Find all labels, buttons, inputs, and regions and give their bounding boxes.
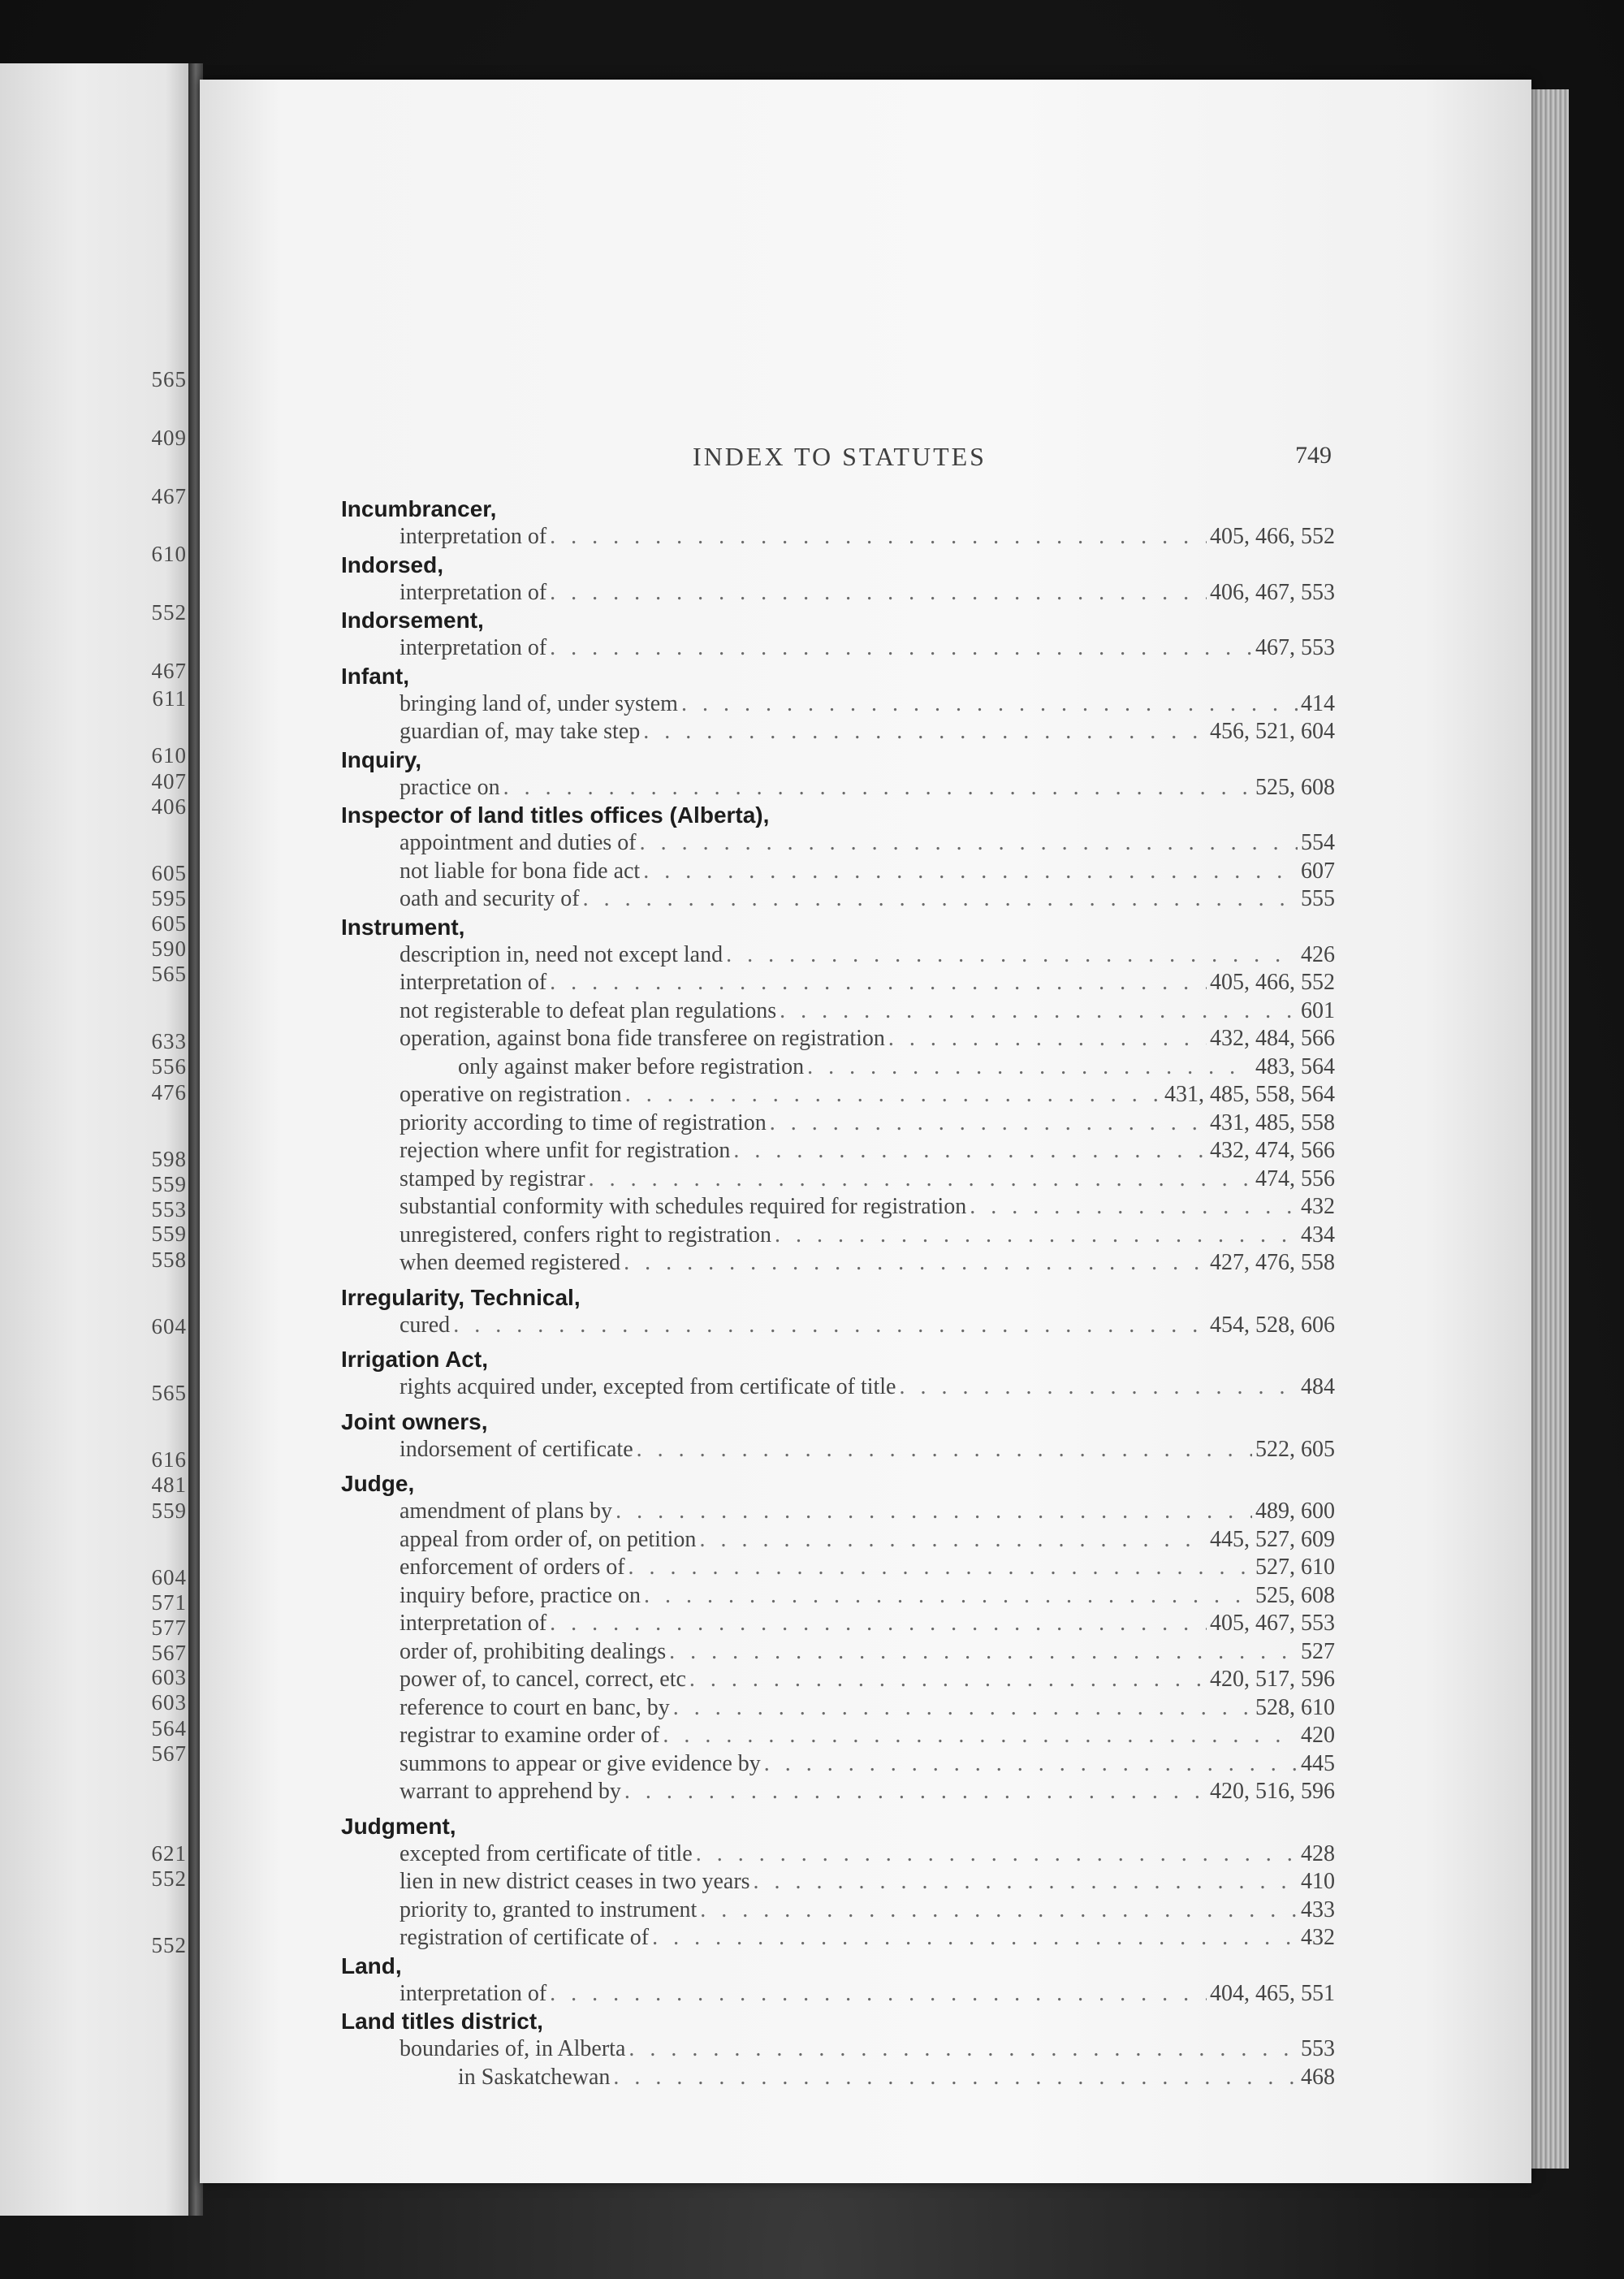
subentry-text: practice on xyxy=(400,774,500,800)
index-heading: Land, xyxy=(341,1953,402,1978)
index-subentry xyxy=(341,1312,1335,1340)
dot-leader xyxy=(754,1868,1298,1896)
page-references: 431, 485, 558, 564 xyxy=(1164,1082,1335,1107)
subentry-text: registration of certificate of xyxy=(400,1925,650,1950)
page-references: 420 xyxy=(1301,1723,1335,1748)
index-heading: Indorsed, xyxy=(341,551,444,577)
index-heading: Irregularity, Technical, xyxy=(341,1284,581,1310)
dot-leader xyxy=(764,1750,1298,1779)
subentry-text: description in, need not except land xyxy=(400,941,723,967)
left-page-number: 603 xyxy=(151,1665,187,1689)
dot-leader xyxy=(550,1610,1207,1638)
dot-leader xyxy=(624,1249,1207,1278)
left-page-number: 610 xyxy=(151,542,187,566)
page-references: 554 xyxy=(1301,830,1335,855)
dot-leader xyxy=(628,1554,1252,1582)
left-page-number: 559 xyxy=(151,1498,187,1523)
dot-leader xyxy=(640,829,1298,858)
page-references: 527 xyxy=(1301,1638,1335,1664)
left-page-number: 552 xyxy=(151,1933,187,1957)
page-references: 484 xyxy=(1301,1374,1335,1399)
index-subentry xyxy=(341,1436,1335,1464)
entry-gap xyxy=(341,1806,1335,1813)
left-page-number: 611 xyxy=(152,686,187,711)
index-heading: Judgment, xyxy=(341,1813,456,1839)
dot-leader xyxy=(770,1109,1207,1138)
left-page-number: 559 xyxy=(151,1172,187,1196)
subentry-text: boundaries of, in Alberta xyxy=(400,2036,626,2061)
page-references: 420, 516, 596 xyxy=(1210,1779,1335,1804)
page-references: 432, 484, 566 xyxy=(1210,1026,1335,1051)
dot-leader xyxy=(775,1222,1298,1250)
subentry-text: priority according to time of registration xyxy=(400,1109,767,1135)
index-heading: Instrument, xyxy=(341,914,465,940)
dot-leader xyxy=(700,1896,1298,1925)
left-page-number: 603 xyxy=(151,1690,187,1715)
page-references: 406, 467, 553 xyxy=(1210,579,1335,605)
index-heading: Infant, xyxy=(341,663,409,689)
index-subentry xyxy=(341,1924,1335,1953)
left-page-number: 604 xyxy=(151,1565,187,1589)
index-subentry xyxy=(341,634,1335,663)
left-page-number: 552 xyxy=(151,1866,187,1891)
index-subentry xyxy=(341,1222,1335,1250)
index-subentry xyxy=(341,1137,1335,1165)
left-page-number: 610 xyxy=(151,743,187,768)
dot-leader xyxy=(589,1165,1252,1194)
index-subentry xyxy=(341,1249,1335,1278)
dot-leader xyxy=(583,885,1298,914)
dot-leader xyxy=(625,1081,1161,1109)
index-subentry xyxy=(341,1694,1335,1723)
page-references: 553 xyxy=(1301,2036,1335,2061)
index-subentry xyxy=(341,1666,1335,1694)
subentry-text: substantial conformity with schedules required for registration xyxy=(400,1194,967,1219)
index-subentry xyxy=(341,1193,1335,1222)
left-page-edge xyxy=(0,63,195,2216)
index-subentry xyxy=(341,1610,1335,1638)
page-references: 405, 466, 552 xyxy=(1210,970,1335,995)
index-subentry xyxy=(341,1840,1335,1869)
page-references: 555 xyxy=(1301,886,1335,911)
page-references: 607 xyxy=(1301,858,1335,884)
page-references: 405, 467, 553 xyxy=(1210,1611,1335,1636)
left-page-number: 467 xyxy=(151,484,187,508)
dot-leader xyxy=(637,1436,1252,1464)
index-subentry xyxy=(341,1750,1335,1779)
page-references: 420, 517, 596 xyxy=(1210,1667,1335,1692)
dot-leader xyxy=(696,1840,1298,1869)
page-references: 522, 605 xyxy=(1255,1436,1335,1462)
subentry-text: warrant to apprehend by xyxy=(400,1779,621,1804)
left-page-number: 571 xyxy=(151,1590,187,1615)
left-page-number: 633 xyxy=(151,1029,187,1053)
index-subentry xyxy=(341,1053,1335,1082)
index-subentry xyxy=(341,2064,1335,2092)
dot-leader xyxy=(726,941,1298,970)
page-references: 454, 528, 606 xyxy=(1210,1312,1335,1338)
index-subentry xyxy=(341,1554,1335,1582)
index-subentry xyxy=(341,1582,1335,1611)
subentry-text: reference to court en banc, by xyxy=(400,1694,670,1720)
page-references: 405, 466, 552 xyxy=(1210,524,1335,549)
left-page-number: 595 xyxy=(151,886,187,910)
left-page-number: 559 xyxy=(151,1222,187,1246)
subentry-text: operative on registration xyxy=(400,1082,622,1107)
index-subentry xyxy=(341,885,1335,914)
page-header xyxy=(200,442,1531,474)
subentry-text: appeal from order of, on petition xyxy=(400,1526,697,1552)
index-heading: Indorsement, xyxy=(341,608,484,633)
dot-leader xyxy=(673,1694,1252,1723)
page-references: 489, 600 xyxy=(1255,1498,1335,1524)
index-subentry xyxy=(341,1868,1335,1896)
dot-leader xyxy=(689,1666,1207,1694)
dot-leader xyxy=(550,579,1207,608)
page-references: 432 xyxy=(1301,1194,1335,1219)
index-subentry xyxy=(341,718,1335,746)
index-subentry xyxy=(341,1373,1335,1402)
page-references: 456, 521, 604 xyxy=(1210,719,1335,744)
subentry-text: guardian of, may take step xyxy=(400,719,641,744)
page-references: 414 xyxy=(1301,690,1335,716)
page-references: 432 xyxy=(1301,1925,1335,1950)
subentry-text: summons to appear or give evidence by xyxy=(400,1750,761,1776)
subentry-text: power of, to cancel, correct, etc xyxy=(400,1667,686,1692)
page-references: 431, 485, 558 xyxy=(1210,1109,1335,1135)
dot-leader xyxy=(624,1778,1207,1806)
index-heading: Incumbrancer, xyxy=(341,496,497,521)
page-references: 474, 556 xyxy=(1255,1165,1335,1191)
subentry-text: interpretation of xyxy=(400,635,547,660)
index-heading: Judge, xyxy=(341,1471,415,1496)
index-heading: Inspector of land titles offices (Alberta), xyxy=(341,802,770,828)
index-subentry xyxy=(341,1980,1335,2009)
left-page-number: 481 xyxy=(151,1472,187,1497)
page-references: 434 xyxy=(1301,1222,1335,1248)
running-title: INDEX TO STATUTES xyxy=(693,442,987,471)
subentry-text: amendment of plans by xyxy=(400,1498,613,1524)
index-subentry xyxy=(341,1165,1335,1194)
dot-leader xyxy=(780,997,1298,1026)
subentry-text: appointment and duties of xyxy=(400,830,637,855)
index-subentry xyxy=(341,1722,1335,1750)
dot-leader xyxy=(643,858,1298,886)
subentry-text: stamped by registrar xyxy=(400,1165,585,1191)
subentry-text: priority to, granted to instrument xyxy=(400,1896,698,1922)
dot-leader xyxy=(628,2035,1298,2064)
subentry-text: interpretation of xyxy=(400,970,547,995)
left-page-number: 565 xyxy=(151,1381,187,1405)
index-subentry xyxy=(341,523,1335,551)
index-page xyxy=(200,80,1531,2183)
left-page-number: 605 xyxy=(151,911,187,936)
entry-gap xyxy=(341,1464,1335,1470)
left-page-number: 567 xyxy=(151,1741,187,1766)
left-page-number: 565 xyxy=(151,962,187,986)
page-references: 426 xyxy=(1301,941,1335,967)
subentry-text: interpretation of xyxy=(400,524,547,549)
page-references: 527, 610 xyxy=(1255,1555,1335,1580)
page-references: 525, 608 xyxy=(1255,1582,1335,1608)
dot-leader xyxy=(733,1137,1207,1165)
subentry-text: inquiry before, practice on xyxy=(400,1582,641,1608)
index-subentry xyxy=(341,1025,1335,1053)
page-references: 445, 527, 609 xyxy=(1210,1526,1335,1552)
index-subentry xyxy=(341,997,1335,1026)
page-references: 525, 608 xyxy=(1255,774,1335,800)
dot-leader xyxy=(503,774,1252,802)
page-stack-edge xyxy=(1527,89,1569,2169)
index-subentry xyxy=(341,829,1335,858)
left-page-number: 590 xyxy=(151,936,187,961)
left-page-number: 565 xyxy=(151,367,187,391)
index-subentry xyxy=(341,1109,1335,1138)
left-page-number: 616 xyxy=(151,1447,187,1472)
subentry-text: bringing land of, under system xyxy=(400,690,678,716)
subentry-text: order of, prohibiting dealings xyxy=(400,1638,667,1664)
left-page-number: 577 xyxy=(151,1615,187,1640)
subentry-text: rejection where unfit for registration xyxy=(400,1138,731,1163)
dot-leader xyxy=(615,1498,1252,1526)
page-references: 428 xyxy=(1301,1840,1335,1866)
left-page-number: 604 xyxy=(151,1314,187,1338)
subentry-text: operation, against bona fide transferee on registration xyxy=(400,1026,885,1051)
index-subentry xyxy=(341,1638,1335,1667)
subentry-text: oath and security of xyxy=(400,886,580,911)
left-page-number: 407 xyxy=(151,769,187,794)
index-subentry xyxy=(341,690,1335,719)
index-subentry xyxy=(341,1498,1335,1526)
page-references: 410 xyxy=(1301,1869,1335,1894)
page-references: 601 xyxy=(1301,997,1335,1023)
page-references: 404, 465, 551 xyxy=(1210,1980,1335,2006)
page-references: 483, 564 xyxy=(1255,1053,1335,1079)
dot-leader xyxy=(550,523,1207,551)
left-page-number: 598 xyxy=(151,1147,187,1171)
subentry-text: not liable for bona fide act xyxy=(400,858,641,884)
page-references: 528, 610 xyxy=(1255,1694,1335,1720)
index-subentry xyxy=(341,1896,1335,1925)
subentry-text: interpretation of xyxy=(400,1980,547,2006)
subentry-text: indorsement of certificate xyxy=(400,1436,633,1462)
left-page-number: 476 xyxy=(151,1080,187,1105)
index-subentry xyxy=(341,579,1335,608)
subentry-text: enforcement of orders of xyxy=(400,1555,625,1580)
dot-leader xyxy=(643,718,1207,746)
subentry-text: interpretation of xyxy=(400,1611,547,1636)
left-page-number: 556 xyxy=(151,1054,187,1079)
dot-leader xyxy=(550,1980,1207,2009)
dot-leader xyxy=(900,1373,1298,1402)
page-references: 467, 553 xyxy=(1255,635,1335,660)
subentry-text: interpretation of xyxy=(400,579,547,605)
index-heading: Land titles district, xyxy=(341,2009,543,2034)
index-subentry xyxy=(341,858,1335,886)
left-page-number: 552 xyxy=(151,600,187,625)
dot-leader xyxy=(681,690,1298,719)
page-number: 749 xyxy=(1295,442,1332,469)
left-page-number: 564 xyxy=(151,1716,187,1741)
left-page-number: 553 xyxy=(151,1197,187,1222)
index-subentry xyxy=(341,1778,1335,1806)
subentry-text: not registerable to defeat plan regulations xyxy=(400,997,777,1023)
index-subentry xyxy=(341,2035,1335,2064)
dot-leader xyxy=(453,1312,1207,1340)
subentry-text: unregistered, confers right to registration xyxy=(400,1222,771,1248)
dot-leader xyxy=(652,1924,1298,1953)
left-page-number: 605 xyxy=(151,861,187,885)
index-heading: Inquiry, xyxy=(341,746,422,772)
page-references: 445 xyxy=(1301,1750,1335,1776)
dot-leader xyxy=(699,1526,1207,1555)
page-references: 432, 474, 566 xyxy=(1210,1138,1335,1163)
page-references: 468 xyxy=(1301,2064,1335,2090)
dot-leader xyxy=(807,1053,1252,1082)
dot-leader xyxy=(613,2064,1298,2092)
index-subentry xyxy=(341,969,1335,997)
dot-leader xyxy=(644,1582,1252,1611)
dot-leader xyxy=(550,634,1252,663)
subentry-text: only against maker before registration xyxy=(458,1053,805,1079)
subentry-text: registrar to examine order of xyxy=(400,1723,660,1748)
subentry-text: when deemed registered xyxy=(400,1250,621,1275)
page-references: 433 xyxy=(1301,1896,1335,1922)
index-subentry xyxy=(341,941,1335,970)
entry-gap xyxy=(341,1402,1335,1408)
entry-gap xyxy=(341,1278,1335,1284)
left-page-number: 409 xyxy=(151,426,187,450)
index-heading: Joint owners, xyxy=(341,1408,488,1434)
dot-leader xyxy=(550,969,1207,997)
index-heading: Irrigation Act, xyxy=(341,1347,488,1372)
left-page-number: 406 xyxy=(151,794,187,819)
subentry-text: excepted from certificate of title xyxy=(400,1840,693,1866)
dot-leader xyxy=(970,1193,1298,1222)
index-subentry xyxy=(341,1081,1335,1109)
subentry-text: cured xyxy=(400,1312,451,1338)
subentry-text: lien in new district ceases in two years xyxy=(400,1869,750,1894)
dot-leader xyxy=(663,1722,1298,1750)
page-references: 427, 476, 558 xyxy=(1210,1250,1335,1275)
left-page-number: 567 xyxy=(151,1641,187,1665)
left-page-number: 467 xyxy=(151,659,187,683)
dot-leader xyxy=(669,1638,1298,1667)
index-subentry xyxy=(341,774,1335,802)
left-page-number: 558 xyxy=(151,1248,187,1272)
dot-leader xyxy=(888,1025,1207,1053)
index-subentry xyxy=(341,1526,1335,1555)
entry-gap xyxy=(341,1339,1335,1346)
subentry-text: rights acquired under, excepted from certificate of title xyxy=(400,1374,896,1399)
left-page-number: 621 xyxy=(151,1841,187,1866)
index-entries xyxy=(341,495,1335,2091)
subentry-text: in Saskatchewan xyxy=(458,2064,611,2090)
